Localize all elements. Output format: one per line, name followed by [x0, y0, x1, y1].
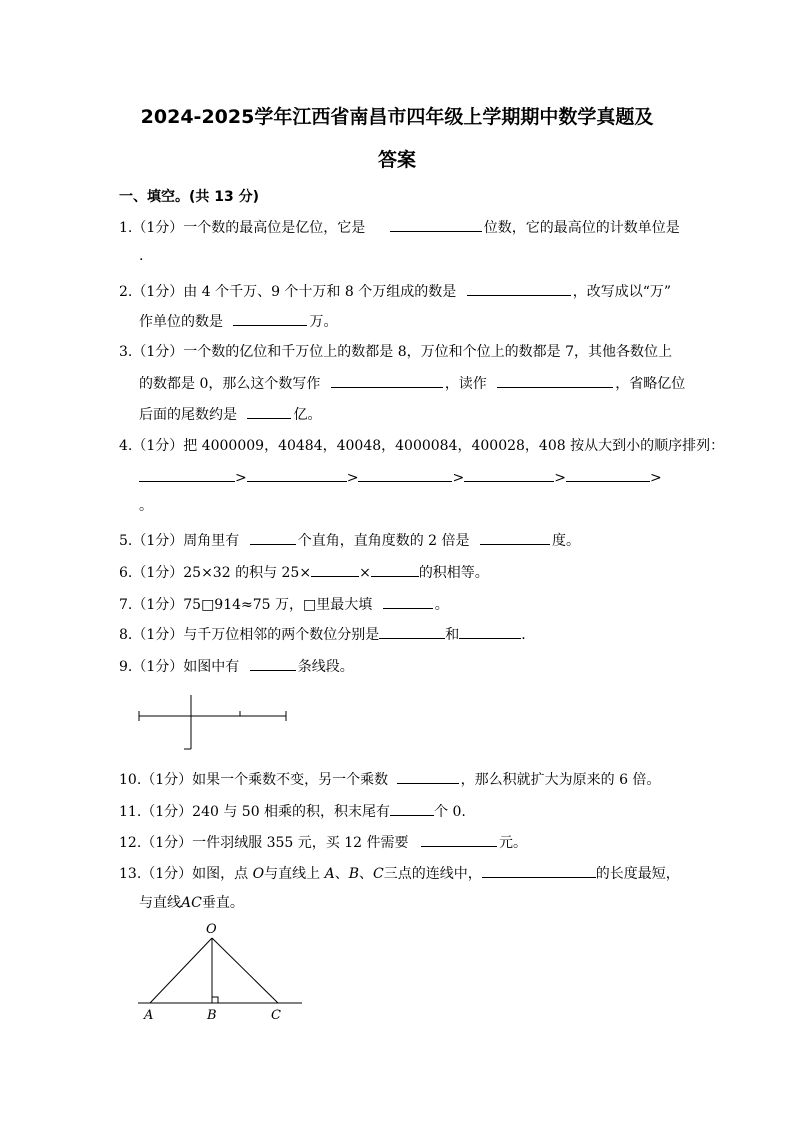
- segment-oa: [150, 938, 212, 1003]
- section-heading: 一、填空。(共 13 分): [119, 189, 260, 205]
- q1-text-b: 位数，它的最高位的计数单位是: [483, 220, 680, 236]
- q13-blank-1[interactable]: [482, 864, 596, 878]
- question-12: [119, 833, 527, 851]
- q12-text-a: 12.（1分）一件羽绒服 355 元，买 12 件需要: [119, 835, 409, 851]
- q13-text-f: 垂直。: [201, 895, 244, 911]
- question-3-cont: [139, 374, 685, 392]
- q13-text-b: 与直线上: [264, 866, 321, 882]
- q6-text-a: 6.（1分）25×32 的积与 25×: [119, 565, 312, 581]
- q1-text-c: .: [139, 248, 144, 264]
- question-1: [119, 218, 680, 236]
- q4-blank-1[interactable]: [139, 468, 235, 482]
- q8-blank-2[interactable]: [459, 625, 521, 639]
- q3-text-a: 3.（1分）一个数的亿位和千万位上的数都是 8，万位和个位上的数都是 7，其他各数位上: [119, 344, 672, 360]
- q13-point-o: O: [252, 866, 265, 882]
- q13-sep-1: 、: [334, 866, 349, 882]
- question-11: [119, 802, 466, 820]
- q13-sep-2: 、: [358, 866, 373, 882]
- q4-blank-2[interactable]: [247, 468, 347, 482]
- q13-text-a: 13.（1分）如图，点: [119, 866, 249, 882]
- question-6: [119, 563, 489, 581]
- question-3: [119, 344, 672, 360]
- question-2: [119, 282, 671, 300]
- q13-point-b: B: [348, 866, 359, 882]
- question-10: [119, 770, 660, 788]
- q2-text-d: 万。: [309, 314, 338, 330]
- q7-blank-1[interactable]: [383, 595, 433, 609]
- question-4-blanks: [139, 468, 662, 486]
- q10-text-b: ，那么积就扩大为原来的 6 倍。: [460, 772, 661, 788]
- q12-text-b: 元。: [498, 835, 527, 851]
- page-title-line1: 2024-2025学年江西省南昌市四年级上学期期中数学真题及: [140, 106, 654, 128]
- segment-oc: [212, 938, 278, 1003]
- q10-text-a: 10.（1分）如果一个乘数不变，另一个乘数: [119, 772, 389, 788]
- q11-text-b: 个 0.: [434, 804, 466, 820]
- question-13: [119, 864, 680, 882]
- segment-figure: [136, 692, 296, 752]
- q11-blank-1[interactable]: [390, 802, 434, 816]
- q3-text-b: 的数都是 0，那么这个数写作: [139, 376, 321, 392]
- q8-text-c: .: [521, 627, 526, 643]
- label-c: C: [271, 1008, 281, 1023]
- q9-text-b: 条线段。: [297, 659, 354, 675]
- q3-blank-2[interactable]: [497, 374, 613, 388]
- q3-text-d: ，省略亿位: [615, 376, 686, 392]
- q4-blank-4[interactable]: [464, 468, 554, 482]
- q4-gt-2: >: [346, 470, 359, 486]
- question-7: [119, 595, 449, 613]
- q2-text-a: 2.（1分）由 4 个千万、9 个十万和 8 个万组成的数是: [119, 284, 457, 300]
- q2-blank-1[interactable]: [467, 282, 571, 296]
- q3-blank-1[interactable]: [331, 374, 443, 388]
- triangle-figure: [136, 918, 316, 1028]
- q8-blank-1[interactable]: [379, 625, 445, 639]
- q4-gt-5: >: [649, 470, 662, 486]
- q4-blank-5[interactable]: [566, 468, 650, 482]
- question-13-cont: [139, 895, 244, 911]
- q13-point-c: C: [372, 866, 384, 882]
- q10-blank-1[interactable]: [397, 770, 459, 784]
- q8-text-a: 8.（1分）与千万位相邻的两个数位分别是: [119, 627, 380, 643]
- q1-blank-1[interactable]: [390, 218, 482, 232]
- q4-gt-3: >: [452, 470, 465, 486]
- q5-blank-2[interactable]: [480, 531, 550, 545]
- q6-text-b: ×: [359, 565, 371, 581]
- q6-blank-2[interactable]: [371, 563, 419, 577]
- q12-blank-1[interactable]: [421, 833, 497, 847]
- q7-text-b: 。: [434, 597, 449, 613]
- q1-text-a: 1.（1分）一个数的最高位是亿位，它是: [119, 220, 366, 236]
- q4-gt-4: >: [554, 470, 566, 486]
- q2-text-c: 作单位的数是: [139, 314, 223, 330]
- question-1-end: [139, 248, 143, 264]
- q2-text-b: ，改写成以“万”: [572, 284, 672, 300]
- label-b: B: [207, 1008, 217, 1023]
- label-a: A: [144, 1008, 154, 1023]
- q5-text-a: 5.（1分）周角里有: [119, 533, 240, 549]
- question-3-cont2: [139, 405, 321, 423]
- q3-blank-3[interactable]: [247, 405, 291, 419]
- question-4: [119, 438, 724, 454]
- q13-text-d: 的长度最短，: [595, 866, 680, 882]
- q11-text-a: 11.（1分）240 与 50 相乘的积，积末尾有: [119, 804, 391, 820]
- q3-text-e: 后面的尾数约是: [139, 407, 237, 423]
- q8-text-b: 和: [445, 627, 460, 643]
- q5-text-b: 个直角，直角度数的 2 倍是: [297, 533, 470, 549]
- q13-text-c: 三点的连线中，: [383, 866, 482, 882]
- q4-gt-1: >: [235, 470, 247, 486]
- q4-end: 。: [139, 498, 153, 514]
- question-5: [119, 531, 580, 549]
- q4-blank-3[interactable]: [358, 468, 452, 482]
- q5-text-c: 度。: [551, 533, 580, 549]
- q6-blank-1[interactable]: [311, 563, 359, 577]
- q13-text-e: 与直线: [139, 895, 181, 911]
- q2-blank-2[interactable]: [233, 312, 307, 326]
- question-4-end: [139, 498, 153, 514]
- question-9: [119, 657, 354, 675]
- label-o: O: [206, 922, 217, 937]
- question-2-cont: [139, 312, 337, 330]
- right-angle-mark: [212, 997, 218, 1003]
- q3-text-f: 亿。: [293, 407, 322, 423]
- q7-text-a: 7.（1分）75□914≈75 万，□里最大填: [119, 597, 373, 613]
- q13-line-ac: AC: [181, 895, 202, 911]
- q9-blank-1[interactable]: [250, 657, 296, 671]
- q5-blank-1[interactable]: [250, 531, 296, 545]
- q6-text-c: 的积相等。: [418, 565, 489, 581]
- q13-point-a: A: [324, 866, 335, 882]
- q9-text-a: 9.（1分）如图中有: [119, 659, 240, 675]
- page-title-line2: 答案: [377, 149, 416, 171]
- q3-text-c: ，读作: [444, 376, 487, 392]
- q4-text-a: 4.（1分）把 4000009，40484，40048，4000084，400028，408 按从大到小的顺序排列：: [119, 438, 725, 454]
- question-8: [119, 625, 526, 643]
